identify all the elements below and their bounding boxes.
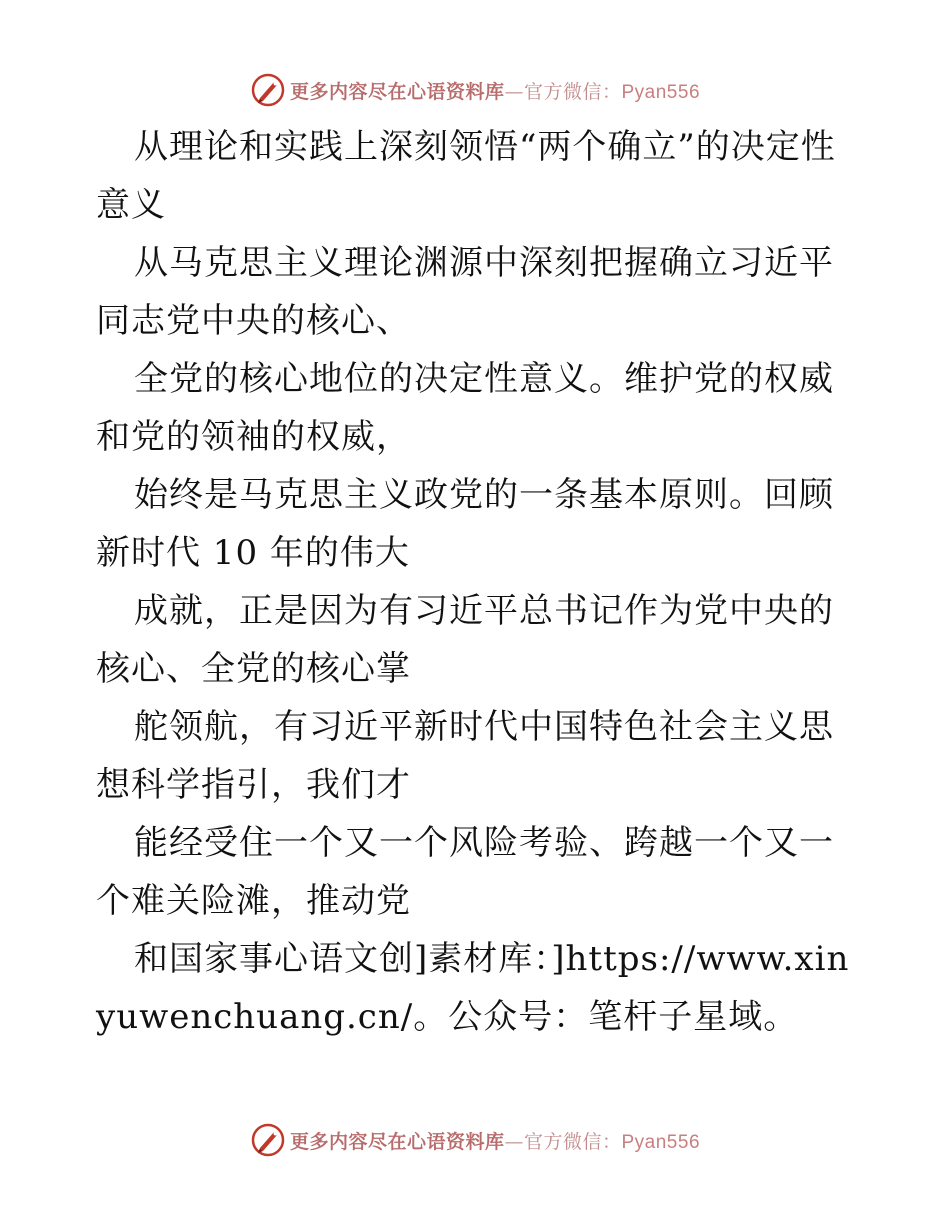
paragraph-7: 能经受住一个又一个风险考验、跨越一个又一个难关险滩，推动党 bbox=[96, 823, 834, 921]
watermark-wechat-label: 官方微信： bbox=[523, 80, 622, 103]
paragraph-8: 和国家事心语文创]素材库：]https://www.xinyuwenchuang.cn/。公众号：笔杆子星域。 bbox=[96, 939, 850, 1037]
header-watermark bbox=[0, 72, 950, 108]
watermark-wechat-id: Pyan556 bbox=[621, 1131, 701, 1153]
pen-logo-icon bbox=[250, 72, 286, 108]
paragraph-4: 始终是马克思主义政党的一条基本原则。回顾新时代 10 年的伟大 bbox=[96, 475, 834, 573]
watermark-main: 更多内容尽在心语资料库 bbox=[289, 1130, 505, 1153]
watermark-text bbox=[290, 77, 700, 104]
paragraph-2: 从马克思主义理论渊源中深刻把握确立习近平同志党中央的核心、 bbox=[96, 243, 834, 341]
paragraph-3: 全党的核心地位的决定性意义。维护党的权威和党的领袖的权威， bbox=[96, 359, 834, 457]
watermark-main: 更多内容尽在心语资料库 bbox=[289, 80, 505, 103]
paragraph-1: 从理论和实践上深刻领悟“两个确立”的决定性意义 bbox=[96, 127, 836, 225]
watermark-wechat-id: Pyan556 bbox=[621, 81, 701, 103]
watermark-wechat-label: 官方微信： bbox=[523, 1130, 622, 1153]
watermark-text bbox=[290, 1127, 700, 1154]
footer-watermark bbox=[0, 1122, 950, 1158]
paragraph-5: 成就，正是因为有习近平总书记作为党中央的核心、全党的核心掌 bbox=[96, 591, 834, 689]
paragraph-6: 舵领航，有习近平新时代中国特色社会主义思想科学指引，我们才 bbox=[96, 707, 834, 805]
watermark-separator: — bbox=[504, 80, 524, 103]
watermark-separator: — bbox=[504, 1130, 524, 1153]
pen-logo-icon bbox=[250, 1122, 286, 1158]
document-body bbox=[96, 118, 856, 1046]
